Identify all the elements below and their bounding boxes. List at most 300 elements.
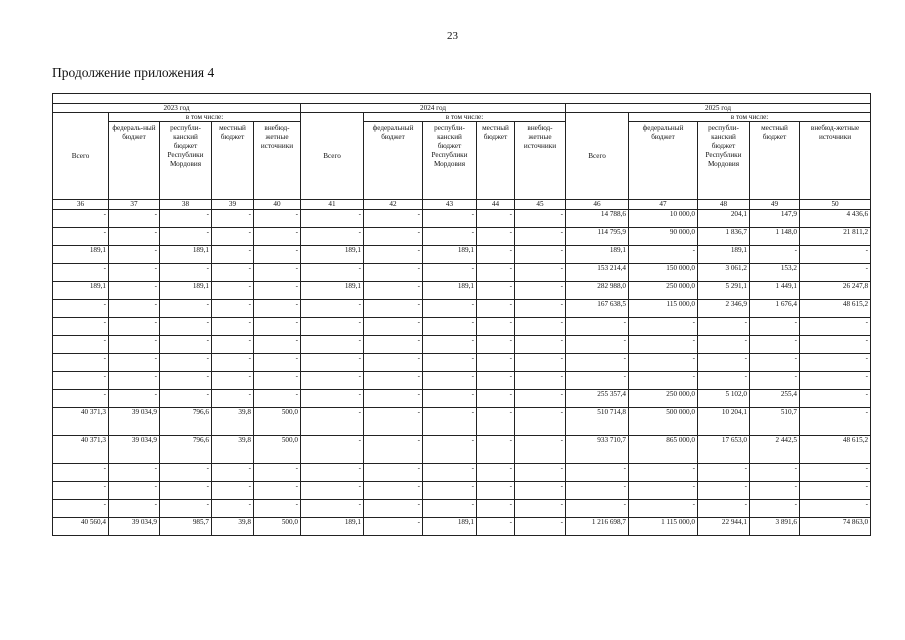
table-cell: - bbox=[254, 300, 301, 318]
table-cell: - bbox=[53, 318, 109, 336]
table-cell: - bbox=[515, 246, 566, 264]
column-number: 44 bbox=[477, 200, 515, 210]
local-budget-2023-header: местный бюджет bbox=[212, 122, 254, 200]
table-cell: - bbox=[477, 354, 515, 372]
table-cell: 5 102,0 bbox=[698, 390, 750, 408]
column-number: 49 bbox=[750, 200, 800, 210]
table-cell: - bbox=[254, 500, 301, 518]
table-cell: - bbox=[515, 264, 566, 282]
table-cell: - bbox=[423, 482, 477, 500]
table-cell: - bbox=[53, 354, 109, 372]
column-number: 42 bbox=[364, 200, 423, 210]
table-cell: - bbox=[698, 464, 750, 482]
table-cell: 14 788,6 bbox=[566, 210, 629, 228]
table-cell: - bbox=[629, 500, 698, 518]
table-cell: - bbox=[515, 210, 566, 228]
table-cell: - bbox=[212, 282, 254, 300]
table-cell: - bbox=[515, 390, 566, 408]
table-cell: 4 436,6 bbox=[800, 210, 871, 228]
column-number-row bbox=[53, 200, 871, 210]
table-cell: - bbox=[423, 436, 477, 464]
table-cell: - bbox=[423, 264, 477, 282]
table-cell: 796,6 bbox=[160, 436, 212, 464]
total-2025-header: Всего bbox=[566, 113, 629, 200]
table-cell: 189,1 bbox=[423, 246, 477, 264]
table-cell: - bbox=[566, 372, 629, 390]
table-cell: - bbox=[364, 408, 423, 436]
table-cell: - bbox=[477, 336, 515, 354]
table-cell: - bbox=[301, 210, 364, 228]
table-cell: 1 216 698,7 bbox=[566, 518, 629, 536]
table-cell: - bbox=[301, 228, 364, 246]
table-cell: - bbox=[477, 500, 515, 518]
table-cell: - bbox=[477, 264, 515, 282]
table-cell: 250 000,0 bbox=[629, 282, 698, 300]
table-cell: - bbox=[800, 500, 871, 518]
table-row bbox=[53, 264, 871, 282]
table-cell: - bbox=[301, 408, 364, 436]
table-cell: 2 346,9 bbox=[698, 300, 750, 318]
table-cell: 255,4 bbox=[750, 390, 800, 408]
table-cell: - bbox=[301, 264, 364, 282]
republic-budget-2023-header: республи-канский бюджет Республики Мордовия bbox=[160, 122, 212, 200]
table-cell: 48 615,2 bbox=[800, 300, 871, 318]
table-cell: - bbox=[109, 210, 160, 228]
table-row bbox=[53, 390, 871, 408]
column-number: 50 bbox=[800, 200, 871, 210]
table-cell: - bbox=[160, 264, 212, 282]
table-cell: 150 000,0 bbox=[629, 264, 698, 282]
table-cell: - bbox=[515, 482, 566, 500]
table-cell: 1 449,1 bbox=[750, 282, 800, 300]
table-cell: 2 442,5 bbox=[750, 436, 800, 464]
table-cell: 189,1 bbox=[301, 282, 364, 300]
table-cell: - bbox=[254, 482, 301, 500]
total-2023-header: Всего bbox=[53, 113, 109, 200]
column-number: 47 bbox=[629, 200, 698, 210]
year-header-row bbox=[53, 104, 871, 113]
table-cell: - bbox=[515, 336, 566, 354]
table-cell: 39,8 bbox=[212, 436, 254, 464]
table-cell: 500,0 bbox=[254, 436, 301, 464]
table-cell: - bbox=[254, 246, 301, 264]
table-cell: - bbox=[750, 464, 800, 482]
table-cell: 39 034,9 bbox=[109, 518, 160, 536]
table-cell: - bbox=[477, 464, 515, 482]
table-cell: - bbox=[364, 336, 423, 354]
table-cell: 5 291,1 bbox=[698, 282, 750, 300]
table-cell: - bbox=[53, 390, 109, 408]
table-cell: - bbox=[477, 372, 515, 390]
table-cell: - bbox=[301, 390, 364, 408]
table-cell: - bbox=[301, 336, 364, 354]
budget-table bbox=[52, 93, 871, 536]
table-cell: 48 615,2 bbox=[800, 436, 871, 464]
table-cell: - bbox=[423, 372, 477, 390]
column-number: 45 bbox=[515, 200, 566, 210]
table-cell: - bbox=[212, 264, 254, 282]
table-cell: - bbox=[566, 500, 629, 518]
federal-budget-2024-header: федеральный бюджет bbox=[364, 122, 423, 200]
table-cell: - bbox=[423, 390, 477, 408]
table-cell: 40 371,3 bbox=[53, 436, 109, 464]
column-number: 39 bbox=[212, 200, 254, 210]
table-cell: - bbox=[800, 408, 871, 436]
table-cell: - bbox=[750, 482, 800, 500]
table-cell: - bbox=[254, 228, 301, 246]
table-cell: - bbox=[698, 318, 750, 336]
table-cell: - bbox=[800, 336, 871, 354]
table-cell: 1 836,7 bbox=[698, 228, 750, 246]
table-cell: 1 676,4 bbox=[750, 300, 800, 318]
table-cell: 147,9 bbox=[750, 210, 800, 228]
table-row bbox=[53, 246, 871, 264]
column-number: 37 bbox=[109, 200, 160, 210]
table-cell: - bbox=[750, 500, 800, 518]
table-cell: - bbox=[160, 482, 212, 500]
table-cell: - bbox=[109, 336, 160, 354]
table-cell: - bbox=[750, 318, 800, 336]
table-cell: - bbox=[364, 518, 423, 536]
table-row bbox=[53, 300, 871, 318]
table-cell: 26 247,8 bbox=[800, 282, 871, 300]
table-cell: 74 863,0 bbox=[800, 518, 871, 536]
table-cell: 282 988,0 bbox=[566, 282, 629, 300]
table-row bbox=[53, 282, 871, 300]
table-cell: 204,1 bbox=[698, 210, 750, 228]
table-cell: - bbox=[109, 300, 160, 318]
table-cell: - bbox=[515, 228, 566, 246]
table-cell: - bbox=[212, 300, 254, 318]
table-cell: - bbox=[477, 408, 515, 436]
republic-budget-2024-header: республи-канский бюджет Республики Мордовия bbox=[423, 122, 477, 200]
table-cell: - bbox=[109, 282, 160, 300]
table-cell: - bbox=[254, 282, 301, 300]
table-cell: - bbox=[109, 354, 160, 372]
table-cell: - bbox=[53, 464, 109, 482]
table-cell: 3 061,2 bbox=[698, 264, 750, 282]
table-cell: 189,1 bbox=[53, 246, 109, 264]
table-row bbox=[53, 408, 871, 436]
table-cell: 189,1 bbox=[301, 246, 364, 264]
table-cell: - bbox=[301, 436, 364, 464]
table-cell: 189,1 bbox=[160, 246, 212, 264]
table-cell: - bbox=[301, 300, 364, 318]
table-cell: - bbox=[212, 372, 254, 390]
table-cell: - bbox=[515, 318, 566, 336]
table-cell: - bbox=[698, 336, 750, 354]
table-cell: - bbox=[364, 464, 423, 482]
table-cell: - bbox=[515, 518, 566, 536]
table-cell: - bbox=[212, 318, 254, 336]
table-cell: - bbox=[423, 408, 477, 436]
table-cell: - bbox=[698, 500, 750, 518]
table-row bbox=[53, 228, 871, 246]
table-cell: 167 638,5 bbox=[566, 300, 629, 318]
table-row bbox=[53, 354, 871, 372]
total-2024-header: Всего bbox=[301, 113, 364, 200]
table-cell: - bbox=[364, 318, 423, 336]
table-cell: - bbox=[301, 482, 364, 500]
local-budget-2024-header: местный бюджет bbox=[477, 122, 515, 200]
table-cell: - bbox=[364, 390, 423, 408]
table-cell: - bbox=[800, 372, 871, 390]
table-row bbox=[53, 372, 871, 390]
table-cell: - bbox=[301, 372, 364, 390]
table-cell: - bbox=[254, 464, 301, 482]
table-cell: - bbox=[109, 390, 160, 408]
table-cell: - bbox=[364, 264, 423, 282]
table-cell: - bbox=[160, 464, 212, 482]
table-cell: - bbox=[109, 372, 160, 390]
table-cell: - bbox=[160, 228, 212, 246]
including-2023-header: в том числе: bbox=[109, 113, 301, 122]
table-cell: - bbox=[515, 282, 566, 300]
table-cell: - bbox=[477, 210, 515, 228]
table-cell: 189,1 bbox=[160, 282, 212, 300]
table-cell: 21 811,2 bbox=[800, 228, 871, 246]
table-cell: - bbox=[423, 210, 477, 228]
table-cell: - bbox=[515, 300, 566, 318]
table-cell: 17 653,0 bbox=[698, 436, 750, 464]
table-cell: - bbox=[109, 264, 160, 282]
table-cell: 500,0 bbox=[254, 408, 301, 436]
table-cell: 115 000,0 bbox=[629, 300, 698, 318]
table-cell: 189,1 bbox=[566, 246, 629, 264]
table-cell: - bbox=[515, 500, 566, 518]
table-cell: - bbox=[423, 354, 477, 372]
table-cell: - bbox=[53, 500, 109, 518]
table-cell: - bbox=[800, 246, 871, 264]
table-cell: - bbox=[423, 464, 477, 482]
table-cell: - bbox=[698, 354, 750, 372]
table-cell: - bbox=[800, 482, 871, 500]
table-cell: - bbox=[212, 228, 254, 246]
table-cell: - bbox=[423, 228, 477, 246]
table-row bbox=[53, 464, 871, 482]
table-cell: 250 000,0 bbox=[629, 390, 698, 408]
column-number: 46 bbox=[566, 200, 629, 210]
off-budget-2023-header: внебюд-жетные источники bbox=[254, 122, 301, 200]
table-cell: - bbox=[160, 336, 212, 354]
table-cell: - bbox=[477, 436, 515, 464]
table-cell: 90 000,0 bbox=[629, 228, 698, 246]
table-row bbox=[53, 318, 871, 336]
column-number: 43 bbox=[423, 200, 477, 210]
table-cell: - bbox=[254, 318, 301, 336]
table-cell: 189,1 bbox=[698, 246, 750, 264]
table-cell: - bbox=[109, 228, 160, 246]
table-cell: - bbox=[364, 210, 423, 228]
table-cell: - bbox=[364, 354, 423, 372]
table-row bbox=[53, 336, 871, 354]
table-cell: - bbox=[750, 354, 800, 372]
table-cell: 189,1 bbox=[53, 282, 109, 300]
table-cell: 10 204,1 bbox=[698, 408, 750, 436]
table-cell: - bbox=[254, 264, 301, 282]
including-2025-header: в том числе: bbox=[629, 113, 871, 122]
table-cell: 189,1 bbox=[423, 282, 477, 300]
table-cell: - bbox=[423, 336, 477, 354]
table-cell: 114 795,9 bbox=[566, 228, 629, 246]
table-cell: - bbox=[109, 500, 160, 518]
table-cell: 796,6 bbox=[160, 408, 212, 436]
table-cell: - bbox=[566, 336, 629, 354]
table-cell: - bbox=[629, 336, 698, 354]
table-row bbox=[53, 500, 871, 518]
table-cell: - bbox=[301, 318, 364, 336]
table-cell: - bbox=[254, 336, 301, 354]
top-spacer-row bbox=[53, 94, 871, 104]
table-cell: 10 000,0 bbox=[629, 210, 698, 228]
table-cell: - bbox=[53, 300, 109, 318]
table-cell: - bbox=[160, 300, 212, 318]
table-cell: 40 560,4 bbox=[53, 518, 109, 536]
table-cell: - bbox=[364, 436, 423, 464]
table-cell: - bbox=[423, 318, 477, 336]
year-2023-header: 2023 год bbox=[53, 104, 301, 113]
table-cell: - bbox=[477, 318, 515, 336]
off-budget-2024-header: внебюд-жетные источники bbox=[515, 122, 566, 200]
table-cell: 189,1 bbox=[301, 518, 364, 536]
table-cell: - bbox=[53, 228, 109, 246]
table-cell: 22 944,1 bbox=[698, 518, 750, 536]
table-cell: - bbox=[423, 300, 477, 318]
table-cell: - bbox=[212, 464, 254, 482]
column-number: 48 bbox=[698, 200, 750, 210]
table-cell: - bbox=[53, 336, 109, 354]
table-cell: - bbox=[212, 354, 254, 372]
table-cell: - bbox=[53, 210, 109, 228]
table-cell: - bbox=[566, 464, 629, 482]
table-cell: - bbox=[629, 318, 698, 336]
table-cell: 3 891,6 bbox=[750, 518, 800, 536]
table-cell: - bbox=[160, 210, 212, 228]
table-row bbox=[53, 518, 871, 536]
table-cell: - bbox=[750, 372, 800, 390]
table-cell: 865 000,0 bbox=[629, 436, 698, 464]
table-cell: - bbox=[109, 464, 160, 482]
table-cell: - bbox=[629, 372, 698, 390]
table-cell: - bbox=[477, 228, 515, 246]
total-including-row bbox=[53, 113, 871, 122]
table-cell: - bbox=[750, 246, 800, 264]
table-cell: - bbox=[301, 500, 364, 518]
table-cell: - bbox=[629, 354, 698, 372]
table-cell: 153 214,4 bbox=[566, 264, 629, 282]
table-row bbox=[53, 482, 871, 500]
table-cell: - bbox=[212, 336, 254, 354]
table-cell: 39,8 bbox=[212, 518, 254, 536]
table-cell: - bbox=[53, 482, 109, 500]
appendix-title: Продолжение приложения 4 bbox=[52, 65, 215, 80]
table-cell: - bbox=[423, 500, 477, 518]
local-budget-2025-header: местный бюджет bbox=[750, 122, 800, 200]
table-cell: - bbox=[212, 210, 254, 228]
column-number: 41 bbox=[301, 200, 364, 210]
table-cell: - bbox=[254, 372, 301, 390]
table-cell: 510,7 bbox=[750, 408, 800, 436]
table-row bbox=[53, 436, 871, 464]
table-cell: 153,2 bbox=[750, 264, 800, 282]
table-cell: - bbox=[364, 228, 423, 246]
table-cell: 500 000,0 bbox=[629, 408, 698, 436]
table-cell: - bbox=[109, 482, 160, 500]
table-cell: - bbox=[515, 372, 566, 390]
table-cell: - bbox=[750, 336, 800, 354]
table-cell: 39,8 bbox=[212, 408, 254, 436]
column-number: 38 bbox=[160, 200, 212, 210]
table-cell: - bbox=[800, 464, 871, 482]
budget-source-header-row bbox=[53, 122, 871, 200]
table-cell: - bbox=[364, 300, 423, 318]
table-cell: - bbox=[566, 318, 629, 336]
table-cell: 933 710,7 bbox=[566, 436, 629, 464]
table-cell: - bbox=[254, 390, 301, 408]
table-cell: - bbox=[212, 500, 254, 518]
table-cell: - bbox=[160, 318, 212, 336]
table-cell: - bbox=[364, 246, 423, 264]
table-cell: 255 357,4 bbox=[566, 390, 629, 408]
table-cell: - bbox=[364, 372, 423, 390]
table-cell: 189,1 bbox=[423, 518, 477, 536]
table-cell: 1 148,0 bbox=[750, 228, 800, 246]
table-cell: 39 034,9 bbox=[109, 436, 160, 464]
table-cell: - bbox=[800, 354, 871, 372]
table-cell: - bbox=[53, 264, 109, 282]
table-cell: - bbox=[109, 318, 160, 336]
table-cell: - bbox=[629, 482, 698, 500]
table-cell: - bbox=[364, 482, 423, 500]
table-cell: - bbox=[364, 500, 423, 518]
table-cell: - bbox=[477, 518, 515, 536]
table-cell: - bbox=[301, 464, 364, 482]
table-cell: - bbox=[109, 246, 160, 264]
republic-budget-2025-header: республи-канский бюджет Республики Мордовия bbox=[698, 122, 750, 200]
page-number: 23 bbox=[447, 30, 458, 42]
table-cell: - bbox=[477, 390, 515, 408]
table-cell: - bbox=[212, 246, 254, 264]
table-cell: - bbox=[800, 318, 871, 336]
table-cell: 1 115 000,0 bbox=[629, 518, 698, 536]
federal-budget-2025-header: федеральный бюджет bbox=[629, 122, 698, 200]
table-cell: - bbox=[698, 372, 750, 390]
table-cell: - bbox=[364, 282, 423, 300]
table-cell: - bbox=[629, 464, 698, 482]
table-cell: 500,0 bbox=[254, 518, 301, 536]
column-number: 36 bbox=[53, 200, 109, 210]
table-cell: - bbox=[160, 390, 212, 408]
table-cell: - bbox=[515, 408, 566, 436]
table-cell: - bbox=[212, 390, 254, 408]
table-cell: - bbox=[515, 436, 566, 464]
table-cell: - bbox=[566, 354, 629, 372]
year-2024-header: 2024 год bbox=[301, 104, 566, 113]
table-cell: - bbox=[515, 354, 566, 372]
table-cell: - bbox=[254, 210, 301, 228]
table-cell: - bbox=[477, 282, 515, 300]
table-cell: - bbox=[53, 372, 109, 390]
table-cell: - bbox=[160, 354, 212, 372]
table-cell: - bbox=[800, 264, 871, 282]
table-cell: - bbox=[160, 500, 212, 518]
table-cell: - bbox=[698, 482, 750, 500]
table-cell: 40 371,3 bbox=[53, 408, 109, 436]
table-cell: - bbox=[566, 482, 629, 500]
table-cell: 39 034,9 bbox=[109, 408, 160, 436]
off-budget-2025-header: внебюд-жетные источники bbox=[800, 122, 871, 200]
table-cell: - bbox=[477, 482, 515, 500]
